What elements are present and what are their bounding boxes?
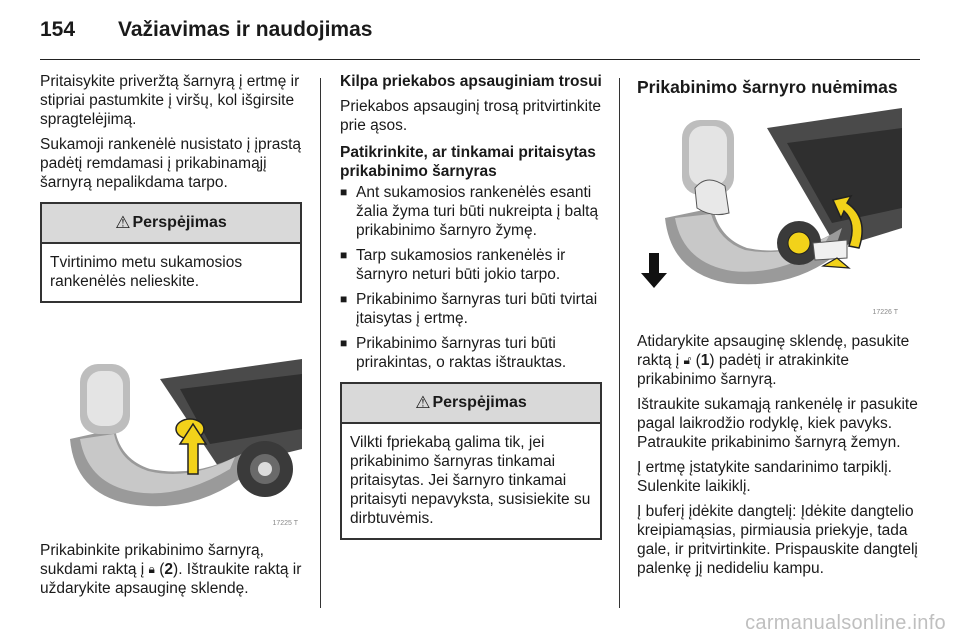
- warning-triangle-icon: ⚠: [115, 213, 131, 232]
- column-divider-2: [619, 78, 620, 608]
- column-divider-1: [320, 78, 321, 608]
- paragraph-seal: Į ertmę įstatykite sandarinimo tarpiklį. Sulenkite laikiklį.: [637, 459, 892, 495]
- bullet-square-icon: ■: [340, 336, 348, 350]
- page-number: 154: [40, 18, 76, 41]
- list-item: ■ Prikabinimo šarnyras turi būti prirakintas, o raktas ištrauktas.: [340, 335, 567, 371]
- column-1: [40, 72, 302, 604]
- list-item: ■ Prikabinimo šarnyras turi būti tvirtai įtaisytas į ertmę.: [340, 291, 598, 327]
- warning-text: Vilkti fpriekabą galima tik, jei prikabinimo šarnyras tinkamai pritaisytas. Jei šarnyro tinkamai pritaisyti nepavyksta, susisiekite su dirbtuvėmis.: [350, 434, 591, 527]
- figure-code: 17226 T: [872, 309, 898, 316]
- subheading-cable-loop: Kilpa priekabos apsauginiam trosui: [340, 73, 602, 90]
- paragraph-pull-knob: Ištraukite sukamąją rankenėlę ir pasukite pagal laikrodžio rodyklę, kiek pavyks. Patraukite prikabinimo šarnyrą žemyn.: [637, 396, 918, 451]
- section-heading-removal: Prikabinimo šarnyro nuėmimas: [637, 77, 898, 97]
- tow-bar-removal-illustration-icon: [637, 108, 902, 318]
- warning-title: Perspėjimas: [432, 394, 527, 411]
- paragraph-cable: Priekabos apsauginį trosą pritvirtinkite prie ąsos.: [340, 98, 602, 134]
- column-2: [340, 72, 602, 552]
- header-divider: [40, 59, 920, 60]
- tow-bar-illustration-icon: [40, 319, 302, 529]
- watermark-text: carmanualsonline.info: [745, 612, 946, 634]
- key-unlock-icon: 🔓︎: [683, 353, 692, 367]
- check-list: [340, 183, 602, 372]
- figure-code: 17225 T: [272, 520, 298, 527]
- bullet-square-icon: ■: [340, 185, 348, 199]
- warning-triangle-icon: ⚠: [415, 393, 431, 412]
- figure-ball-bar-removal: [637, 108, 902, 318]
- column-3: [637, 72, 920, 584]
- paragraph-unlock: Atidarykite apsauginę sklendę, pasukite raktą į 🔓︎ (1) padėtį ir atrakinkite prikabinimo šarnyrą.: [637, 333, 910, 388]
- paragraph-lock-text-a: Prikabinkite prikabinimo šarnyrą, sukdami raktą į: [40, 542, 264, 578]
- warning-title: Perspėjimas: [132, 214, 227, 231]
- paragraph-lock: Prikabinkite prikabinimo šarnyrą, sukdami raktą į 🔒︎ (2). Ištraukite raktą ir uždarykite apsauginę sklendę.: [40, 542, 302, 597]
- bullet-square-icon: ■: [340, 292, 348, 306]
- paragraph-insert: Pritaisykite priveržtą šarnyrą į ertmę ir stipriai pastumkite į viršų, kol išgirsite spragtelėjimą.: [40, 73, 300, 128]
- paragraph-cover: Į buferį įdėkite dangtelį: Įdėkite dangtelio kreipiamąsias, pirmiausia priekyje, tada gale, ir pritvirtinkite. Prispauskite dangtelį palenkę jį nedideliu kampu.: [637, 503, 918, 577]
- paragraph-knob: Sukamoji rankenėlė nusistato į įprastą padėtį remdamasi į prikabinamąjį šarnyrą nepalikdama tarpo.: [40, 136, 302, 191]
- warning-text: Tvirtinimo metu sukamosios rankenėlės nelieskite.: [50, 254, 243, 290]
- list-item: ■ Ant sukamosios rankenėlės esanti žalia žyma turi būti nukreipta į baltą prikabinimo šarnyro žymę.: [340, 184, 599, 239]
- warning-header: [42, 204, 300, 244]
- page-header: [40, 14, 920, 48]
- warning-header: [342, 384, 600, 424]
- warning-box: [40, 202, 302, 303]
- figure-ball-bar-insert: [40, 319, 302, 529]
- page-title: Važiavimas ir naudojimas: [118, 18, 373, 41]
- position-number: 2: [164, 561, 174, 578]
- key-lock-icon: 🔒︎: [148, 562, 155, 576]
- position-number: 1: [700, 352, 710, 369]
- list-item: ■ Tarp sukamosios rankenėlės ir šarnyro neturi būti jokio tarpo.: [340, 247, 566, 283]
- subheading-check: Patikrinkite, ar tinkamai pritaisytas prikabinimo šarnyras: [340, 144, 596, 180]
- warning-box: [340, 382, 602, 540]
- paragraph-lock-text-b: ). Ištraukite raktą ir uždarykite apsauginę sklendę.: [40, 561, 302, 597]
- bullet-square-icon: ■: [340, 248, 348, 262]
